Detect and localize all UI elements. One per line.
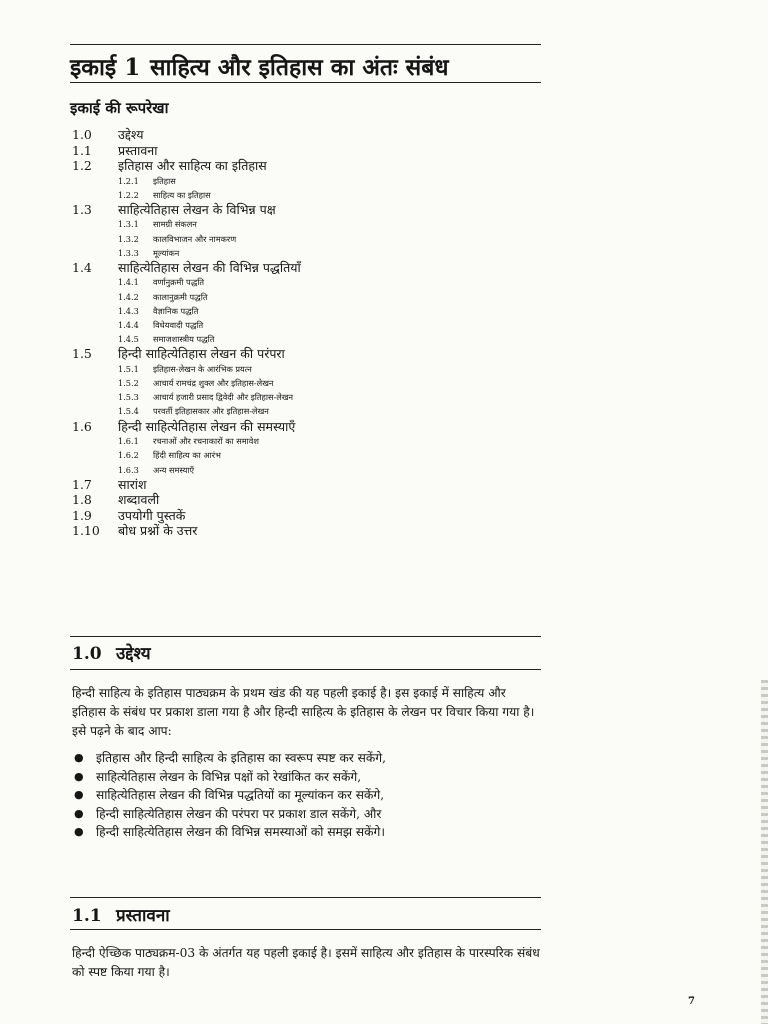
outline-number: 1.0 — [72, 127, 92, 142]
outline-text: सारांश — [118, 476, 147, 492]
outline-title: इकाई की रूपरेखा — [70, 99, 169, 117]
outline-subitem — [72, 463, 542, 477]
section-rule-bottom — [70, 669, 541, 670]
outline-number: 1.8 — [72, 492, 92, 508]
outline-item — [72, 477, 542, 493]
outline-subitem — [72, 217, 542, 231]
outline-subitem — [72, 376, 542, 390]
outline-text: परवर्ती इतिहासकार और इतिहास-लेखन — [153, 406, 269, 417]
objective-text: साहित्येतिहास लेखन के विभिन्न पक्षों को रेखांकित कर सकेंगे, — [96, 769, 362, 784]
outline-number: 1.5.3 — [118, 392, 139, 403]
outline-text: अन्य समस्याएँ — [153, 464, 195, 475]
section-rule-top — [70, 636, 541, 637]
intro-paragraph: हिन्दी ऐच्छिक पाठ्यक्रम-03 के अंतर्गत यह पहली इकाई है। इसमें साहित्य और इतिहास के पारस्परिक संबंध को स्पष्ट किया गया है। — [72, 946, 540, 979]
objective-text: साहित्येतिहास लेखन की विभिन्न पद्धतियों का मूल्यांकन कर सकेंगे, — [96, 788, 385, 803]
outline-text: उद्देश्य — [118, 127, 144, 142]
outline-text: कालानुक्रमी पद्धति — [153, 291, 208, 302]
outline-number: 1.5.2 — [118, 378, 139, 389]
outline-subitem — [72, 404, 542, 418]
outline-number: 1.5.1 — [118, 363, 139, 374]
outline-number: 1.2.1 — [118, 175, 139, 186]
outline-item — [72, 127, 542, 143]
bullet-icon: ● — [74, 825, 84, 839]
outline-subitem — [72, 362, 542, 376]
outline-text: वर्णानुक्रमी पद्धति — [153, 277, 205, 288]
section-title: उद्देश्य — [116, 644, 151, 664]
outline-item — [72, 202, 542, 218]
outline-item — [72, 346, 542, 362]
outline-text: शब्दावली — [118, 492, 160, 508]
outline-text: साहित्येतिहास लेखन के विभिन्न पक्ष — [118, 201, 276, 217]
outline-number: 1.6.2 — [118, 450, 139, 461]
outline-number: 1.3.2 — [118, 233, 139, 244]
outline-number: 1.10 — [72, 523, 100, 539]
outline-subitem — [72, 434, 542, 448]
outline-number: 1.4 — [72, 259, 92, 275]
outline-subitem — [72, 390, 542, 404]
outline-text: हिंदी साहित्य का आरंभ — [153, 450, 221, 461]
outline-number: 1.6 — [72, 418, 92, 434]
outline-text: वैज्ञानिक पद्धति — [153, 305, 199, 316]
objective-item — [72, 805, 542, 824]
outline-item — [72, 508, 542, 524]
outline-text: समाजशास्त्रीय पद्धति — [153, 334, 215, 345]
outline-item — [72, 492, 542, 508]
objectives-paragraph: हिन्दी साहित्य के इतिहास पाठ्यक्रम के प्रथम खंड की यह पहली इकाई है। इस इकाई में साहित्य और इतिहास के संबंध पर प्रकाश डाला गया है और हिन्दी साहित्य के इतिहास के लेखन पर विचार किया गया है। इसे पढ़ने के बाद आप: — [72, 686, 535, 738]
top-rule — [70, 44, 541, 45]
bullet-icon: ● — [74, 751, 84, 764]
section-heading-objectives — [72, 641, 151, 664]
section-title: प्रस्तावना — [116, 906, 170, 926]
outline-item — [72, 143, 542, 159]
scanned-page-edge — [761, 680, 768, 1024]
outline-number: 1.3.1 — [118, 219, 139, 230]
outline-subitem — [72, 318, 542, 332]
outline-number: 1.5.4 — [118, 406, 139, 417]
outline-number: 1.4.4 — [118, 320, 139, 330]
outline-text: हिन्दी साहित्येतिहास लेखन की परंपरा — [118, 346, 285, 362]
outline-number: 1.5 — [72, 346, 92, 362]
outline-text: उपयोगी पुस्तकें — [118, 507, 186, 523]
outline-text: इतिहास — [153, 175, 176, 186]
objective-item — [72, 749, 542, 768]
outline-number: 1.4.2 — [118, 291, 139, 302]
unit-title: साहित्य और इतिहास का अंतः संबंध — [150, 54, 449, 81]
bullet-icon: ● — [74, 788, 84, 802]
outline-number: 1.4.3 — [118, 305, 139, 316]
objective-text: हिन्दी साहित्येतिहास लेखन की परंपरा पर प्रकाश डाल सकेंगे, और — [96, 806, 382, 821]
outline-text: सामग्री संकलन — [153, 219, 197, 230]
section-heading-intro — [72, 903, 170, 926]
bullet-icon: ● — [74, 806, 84, 820]
unit-number: इकाई 1 — [70, 54, 141, 81]
outline-text: हिन्दी साहित्येतिहास लेखन की समस्याएँ — [118, 418, 296, 434]
outline-text: इतिहास और साहित्य का इतिहास — [118, 158, 267, 173]
objectives-list — [72, 749, 542, 842]
outline-item — [72, 523, 542, 539]
section-number: 1.1 — [72, 906, 102, 926]
outline-subitem — [72, 290, 542, 304]
objective-item — [72, 786, 542, 805]
outline-subitem — [72, 232, 542, 246]
outline-item — [72, 260, 542, 276]
outline-subitem — [72, 275, 542, 289]
outline-subitem — [72, 448, 542, 462]
outline-text: रचनाओं और रचनाकारों का समावेश — [153, 436, 259, 447]
outline-text: आचार्य रामचंद्र शुक्ल और इतिहास-लेखन — [153, 378, 274, 389]
outline-text: साहित्य का इतिहास — [153, 189, 211, 200]
outline-number: 1.3.3 — [118, 247, 139, 258]
outline-number: 1.6.3 — [118, 464, 139, 475]
outline-text: इतिहास-लेखन के आरंभिक प्रयत्न — [153, 363, 252, 374]
outline-text: प्रस्तावना — [118, 142, 158, 158]
outline-number: 1.3 — [72, 201, 92, 217]
outline-subitem — [72, 246, 542, 260]
unit-heading-rule — [70, 82, 541, 83]
outline-subitem — [72, 174, 542, 188]
outline-item — [72, 419, 542, 435]
outline-number: 1.4.1 — [118, 277, 139, 288]
objective-item — [72, 768, 542, 787]
outline-item — [72, 158, 542, 174]
objective-text: इतिहास और हिन्दी साहित्य के इतिहास का स्वरूप स्पष्ट कर सकेंगे, — [96, 751, 386, 765]
unit-outline — [72, 127, 542, 539]
section-number: 1.0 — [72, 644, 102, 664]
section-rule-top — [70, 897, 541, 898]
outline-subitem — [72, 304, 542, 318]
outline-text: आचार्य हजारी प्रसाद द्विवेदी और इतिहास-लेखन — [153, 392, 294, 403]
outline-text: बोध प्रश्नों के उत्तर — [118, 523, 198, 539]
bullet-icon: ● — [74, 769, 84, 783]
unit-heading — [70, 50, 541, 82]
outline-number: 1.2.2 — [118, 189, 139, 200]
objective-item — [72, 823, 542, 842]
outline-text: मूल्यांकन — [153, 247, 180, 258]
section-rule-bottom — [70, 929, 541, 930]
objective-text: हिन्दी साहित्येतिहास लेखन की विभिन्न समस्याओं को समझ सकेंगे। — [96, 825, 386, 840]
outline-number: 1.9 — [72, 507, 92, 523]
outline-text: विधेयवादी पद्धति — [153, 320, 204, 330]
outline-number: 1.2 — [72, 158, 92, 173]
outline-number: 1.6.1 — [118, 436, 139, 447]
outline-text: साहित्येतिहास लेखन की विभिन्न पद्धतियाँ — [118, 259, 301, 275]
outline-number: 1.7 — [72, 476, 92, 492]
page-number: 7 — [688, 996, 695, 1007]
outline-subitem — [72, 332, 542, 346]
outline-text: कालविभाजन और नामकरण — [153, 233, 237, 244]
outline-subitem — [72, 188, 542, 202]
outline-number: 1.1 — [72, 142, 92, 158]
outline-number: 1.4.5 — [118, 334, 139, 345]
